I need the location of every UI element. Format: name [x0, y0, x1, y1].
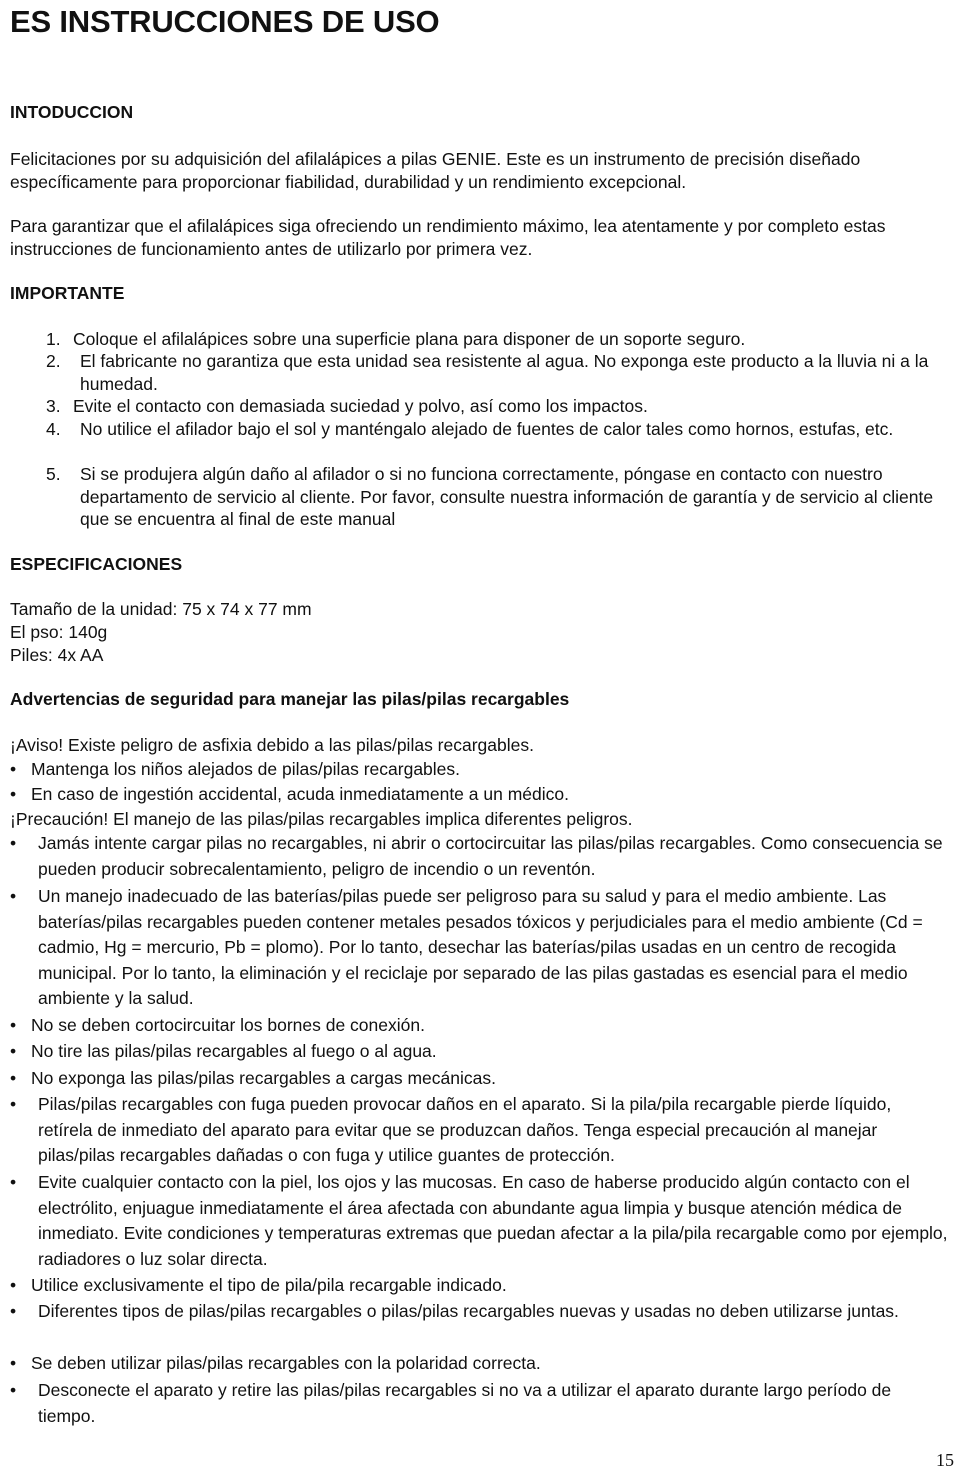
bullet: •	[10, 886, 17, 906]
list-text: No utilice el afilador bajo el sol y manténgalo alejado de fuentes de calor tales como hornos, estufas, etc.	[80, 419, 894, 439]
list-item	[10, 758, 955, 781]
intro-heading: INTODUCCION	[10, 102, 134, 122]
list-item	[10, 1014, 955, 1037]
bullet: •	[10, 1301, 17, 1321]
bullet: •	[10, 1041, 17, 1061]
warning-asphyxia: ¡Aviso! Existe peligro de asfixia debido a las pilas/pilas recargables.	[10, 735, 534, 755]
intro-paragraph-2: Para garantizar que el afilalápices siga ofreciendo un rendimiento máximo, lea atentamente y por completo estas instrucciones de funcionamiento antes de utilizarlo por primera vez.	[10, 216, 886, 259]
list-item	[10, 1067, 955, 1090]
list-text: El fabricante no garantiza que esta unidad sea resistente al agua. No exponga este producto a la lluvia ni a la humedad.	[80, 351, 929, 394]
list-item	[10, 1352, 955, 1375]
list-item	[10, 1040, 955, 1063]
bullet: •	[10, 1172, 17, 1192]
list-item	[10, 884, 955, 1012]
bullet: •	[10, 1275, 17, 1295]
bullet: •	[10, 1015, 17, 1035]
bullet: •	[10, 1094, 17, 1114]
safety-heading: Advertencias de seguridad para manejar las pilas/pilas recargables	[10, 689, 570, 709]
list-number: 2.	[46, 351, 61, 371]
list-item	[10, 1170, 955, 1272]
list-number: 3.	[46, 396, 61, 416]
spec-weight: El pso: 140g	[10, 622, 108, 642]
list-text: Pilas/pilas recargables con fuga pueden provocar daños en el aparato. Si la pila/pila recargable pierde líquido, retírela de inmediato del aparato para evitar que se produzcan daños. Tenga especial precaución al manejar pilas/pilas recargables dañadas o con fuga y utilice guantes de protección.	[38, 1094, 892, 1165]
list-text: No exponga las pilas/pilas recargables a cargas mecánicas.	[31, 1068, 496, 1088]
bullet: •	[10, 784, 17, 804]
list-item	[46, 463, 956, 531]
specs-heading: ESPECIFICACIONES	[10, 554, 183, 574]
list-item	[46, 395, 956, 418]
page-number: 15	[936, 1450, 954, 1470]
bullet: •	[10, 759, 17, 779]
bullet: •	[10, 1353, 17, 1373]
list-text: Jamás intente cargar pilas no recargables, ni abrir o cortocircuitar las pilas/pilas recargables. Como consecuencia se pueden producir sobrecalentamiento, peligro de incendio o un reventón.	[38, 833, 943, 879]
list-text: Si se produjera algún daño al afilador o si no funciona correctamente, póngase en contacto con nuestro departamento de servicio al cliente. Por favor, consulte nuestra información de garantía y de servicio al cliente que se encuentra al final de este manual	[80, 464, 934, 529]
warning-caution: ¡Precaución! El manejo de las pilas/pilas recargables implica diferentes peligros.	[10, 809, 633, 829]
list-text: Evite cualquier contacto con la piel, los ojos y las mucosas. En caso de haberse producido algún contacto con el electrólito, enjuague inmediatamente el área afectada con abundante agua limpia y busque atención médica de inmediato. Evite condiciones y temperaturas extremas que puedan afectar a la pila/pila recargable como por ejemplo, radiadores o luz solar directa.	[38, 1172, 948, 1269]
list-text: Un manejo inadecuado de las baterías/pilas puede ser peligroso para su salud y para el medio ambiente. Las baterías/pilas recargables pueden contener metales pesados tóxicos y perjudiciales para el medio ambiente (Cd = cadmio, Hg = mercurio, Pb = plomo). Por lo tanto, desechar las baterías/pilas usadas en un centro de recogida municipal. Por lo tanto, la eliminación y el reciclaje por separado de las pilas gastadas es esencial para el medio ambiente y la salud.	[38, 886, 923, 1008]
page-title: ES INSTRUCCIONES DE USO	[10, 4, 440, 39]
list-number: 5.	[46, 464, 61, 484]
spec-size: Tamaño de la unidad: 75 x 74 x 77 mm	[10, 599, 312, 619]
list-item	[10, 1092, 955, 1169]
list-text: Mantenga los niños alejados de pilas/pilas recargables.	[31, 759, 461, 779]
list-item	[10, 1299, 955, 1325]
list-text: No tire las pilas/pilas recargables al fuego o al agua.	[31, 1041, 437, 1061]
list-item	[10, 1274, 955, 1297]
bullet: •	[10, 833, 17, 853]
bullet: •	[10, 1380, 17, 1400]
list-text: Evite el contacto con demasiada suciedad y polvo, así como los impactos.	[73, 396, 648, 416]
list-number: 4.	[46, 419, 61, 439]
list-text: En caso de ingestión accidental, acuda inmediatamente a un médico.	[31, 784, 569, 804]
list-text: Utilice exclusivamente el tipo de pila/pila recargable indicado.	[31, 1275, 507, 1295]
list-item	[10, 1378, 955, 1429]
spec-batteries: Piles: 4x AA	[10, 645, 104, 665]
list-text: Se deben utilizar pilas/pilas recargables con la polaridad correcta.	[31, 1353, 541, 1373]
list-text: Diferentes tipos de pilas/pilas recargables o pilas/pilas recargables nuevas y usadas no deben utilizarse juntas.	[38, 1301, 899, 1321]
list-number: 1.	[46, 329, 61, 349]
intro-paragraph-1: Felicitaciones por su adquisición del afilalápices a pilas GENIE. Este es un instrumento de precisión diseñado específicamente para proporcionar fiabilidad, durabilidad y un rendimiento excepcional.	[10, 149, 861, 192]
bullet: •	[10, 1068, 17, 1088]
list-item	[10, 831, 955, 882]
list-item	[46, 418, 956, 441]
list-item	[10, 783, 955, 806]
list-text: Coloque el afilalápices sobre una superficie plana para disponer de un soporte seguro.	[73, 329, 746, 349]
important-heading: IMPORTANTE	[10, 283, 125, 303]
list-item	[46, 350, 956, 395]
list-text: No se deben cortocircuitar los bornes de conexión.	[31, 1015, 425, 1035]
list-text: Desconecte el aparato y retire las pilas/pilas recargables si no va a utilizar el aparato durante largo período de tiempo.	[38, 1380, 892, 1426]
list-item	[46, 328, 956, 351]
